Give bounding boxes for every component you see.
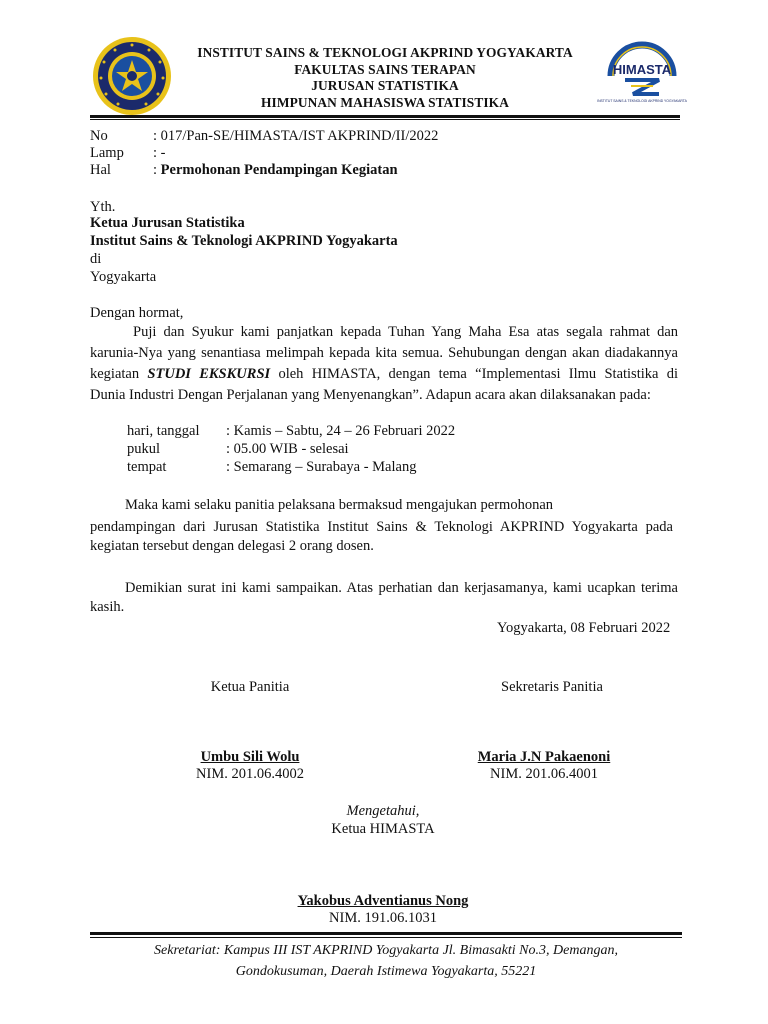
left-signature-nim: NIM. 201.06.4002 bbox=[196, 766, 304, 782]
himasta-logo-icon bbox=[597, 38, 687, 110]
recipient-city: Yogyakarta bbox=[90, 269, 157, 285]
place-date: Yogyakarta, 08 Februari 2022 bbox=[497, 620, 671, 636]
paragraph3-line1: Demikian surat ini kami sampaikan. Atas perhatian dan kerjasamanya, kami ucapkan terima bbox=[125, 580, 678, 596]
header-divider-thick bbox=[90, 115, 680, 118]
center-signature-name: Yakobus Adventianus Nong bbox=[297, 893, 469, 909]
no-value: : 017/Pan-SE/HIMASTA/IST AKPRIND/II/2022 bbox=[153, 128, 439, 144]
footer-line1: Sekretariat: Kampus III IST AKPRIND Yogyakarta Jl. Bimasakti No.3, Demangan, bbox=[154, 943, 618, 958]
p1-theme-intro: oleh HIMASTA, dengan tema “Implementasi Ilmu Statistika di bbox=[278, 366, 679, 382]
paragraph1-line2: karunia-Nya yang senantiasa melimpah kepada kita semua. Sehubungan dengan akan diadakannya bbox=[90, 345, 678, 361]
no-label: No bbox=[90, 128, 108, 144]
letterhead-institution: INSTITUT SAINS & TEKNOLOGI AKPRIND YOGYAKARTA bbox=[197, 45, 573, 60]
letterhead-department: JURUSAN STATISTIKA bbox=[311, 78, 459, 93]
letterhead bbox=[180, 45, 590, 111]
right-signature-title: Sekretaris Panitia bbox=[501, 679, 603, 695]
detail-label-place: tempat bbox=[127, 459, 167, 475]
paragraph1-line4: Dunia Industri Dengan Perjalanan yang Menyenangkan”. Adapun acara akan dilaksanakan pada: bbox=[90, 387, 651, 403]
recipient-title: Ketua Jurusan Statistika bbox=[90, 215, 245, 231]
detail-value-time: : 05.00 WIB - selesai bbox=[226, 441, 349, 457]
lamp-label: Lamp bbox=[90, 145, 124, 161]
paragraph2-line2: pendampingan dari Jurusan Statistika Institut Sains & Teknologi AKPRIND Yogyakarta pada bbox=[90, 519, 673, 535]
right-signature-name: Maria J.N Pakaenoni bbox=[477, 749, 611, 765]
himasta-logo-text: HIMASTA bbox=[612, 62, 672, 77]
detail-value-place: : Semarang – Surabaya - Malang bbox=[226, 459, 417, 475]
header-divider-thin bbox=[90, 119, 680, 120]
hal-label: Hal bbox=[90, 162, 111, 178]
center-signature-title: Ketua HIMASTA bbox=[331, 821, 435, 837]
hal-value: Permohonan Pendampingan Kegiatan bbox=[160, 162, 398, 178]
mengetahui: Mengetahui, bbox=[346, 803, 420, 819]
himasta-logo-subtext: INSTITUT SAINS & TEKNOLOGI AKPRIND YOGYAKARTA bbox=[597, 99, 687, 103]
recipient-institution: Institut Sains & Teknologi AKPRIND Yogyakarta bbox=[90, 233, 398, 249]
detail-label-time: pukul bbox=[127, 441, 161, 457]
akprind-seal-icon bbox=[92, 36, 172, 116]
footer-address bbox=[90, 940, 682, 982]
lamp-value: : - bbox=[153, 145, 166, 161]
paragraph2-line3: kegiatan tersebut dengan delegasi 2 orang dosen. bbox=[90, 538, 374, 554]
paragraph3-line2: kasih. bbox=[90, 599, 125, 615]
footer-line2: Gondokusuman, Daerah Istimewa Yogyakarta, 55221 bbox=[235, 964, 537, 979]
yth: Yth. bbox=[90, 199, 116, 215]
paragraph1-line1: Puji dan Syukur kami panjatkan kepada Tuhan Yang Maha Esa atas segala rahmat dan bbox=[133, 324, 678, 340]
hal-colon: : bbox=[153, 162, 161, 178]
left-signature-title: Ketua Panitia bbox=[210, 679, 290, 695]
right-signature-nim: NIM. 201.06.4001 bbox=[490, 766, 598, 782]
paragraph1-line3 bbox=[90, 364, 678, 385]
center-signature-nim: NIM. 191.06.1031 bbox=[329, 910, 437, 926]
paragraph2-line1: Maka kami selaku panitia pelaksana bermaksud mengajukan permohonan bbox=[125, 497, 554, 513]
recipient-di: di bbox=[90, 251, 102, 267]
greeting: Dengan hormat, bbox=[90, 305, 184, 321]
footer-divider-thin bbox=[90, 937, 682, 938]
footer-divider-thick bbox=[90, 932, 682, 935]
hal-line bbox=[153, 162, 398, 179]
p1-event-name: STUDI EKSKURSI bbox=[147, 366, 271, 382]
detail-value-date: : Kamis – Sabtu, 24 – 26 Februari 2022 bbox=[226, 423, 456, 439]
detail-label-date: hari, tanggal bbox=[127, 423, 200, 439]
p1-kegiatan: kegiatan bbox=[90, 366, 140, 382]
letterhead-association: HIMPUNAN MAHASISWA STATISTIKA bbox=[261, 94, 509, 110]
left-signature-name: Umbu Sili Wolu bbox=[200, 749, 300, 765]
letterhead-faculty: FAKULTAS SAINS TERAPAN bbox=[294, 61, 476, 77]
